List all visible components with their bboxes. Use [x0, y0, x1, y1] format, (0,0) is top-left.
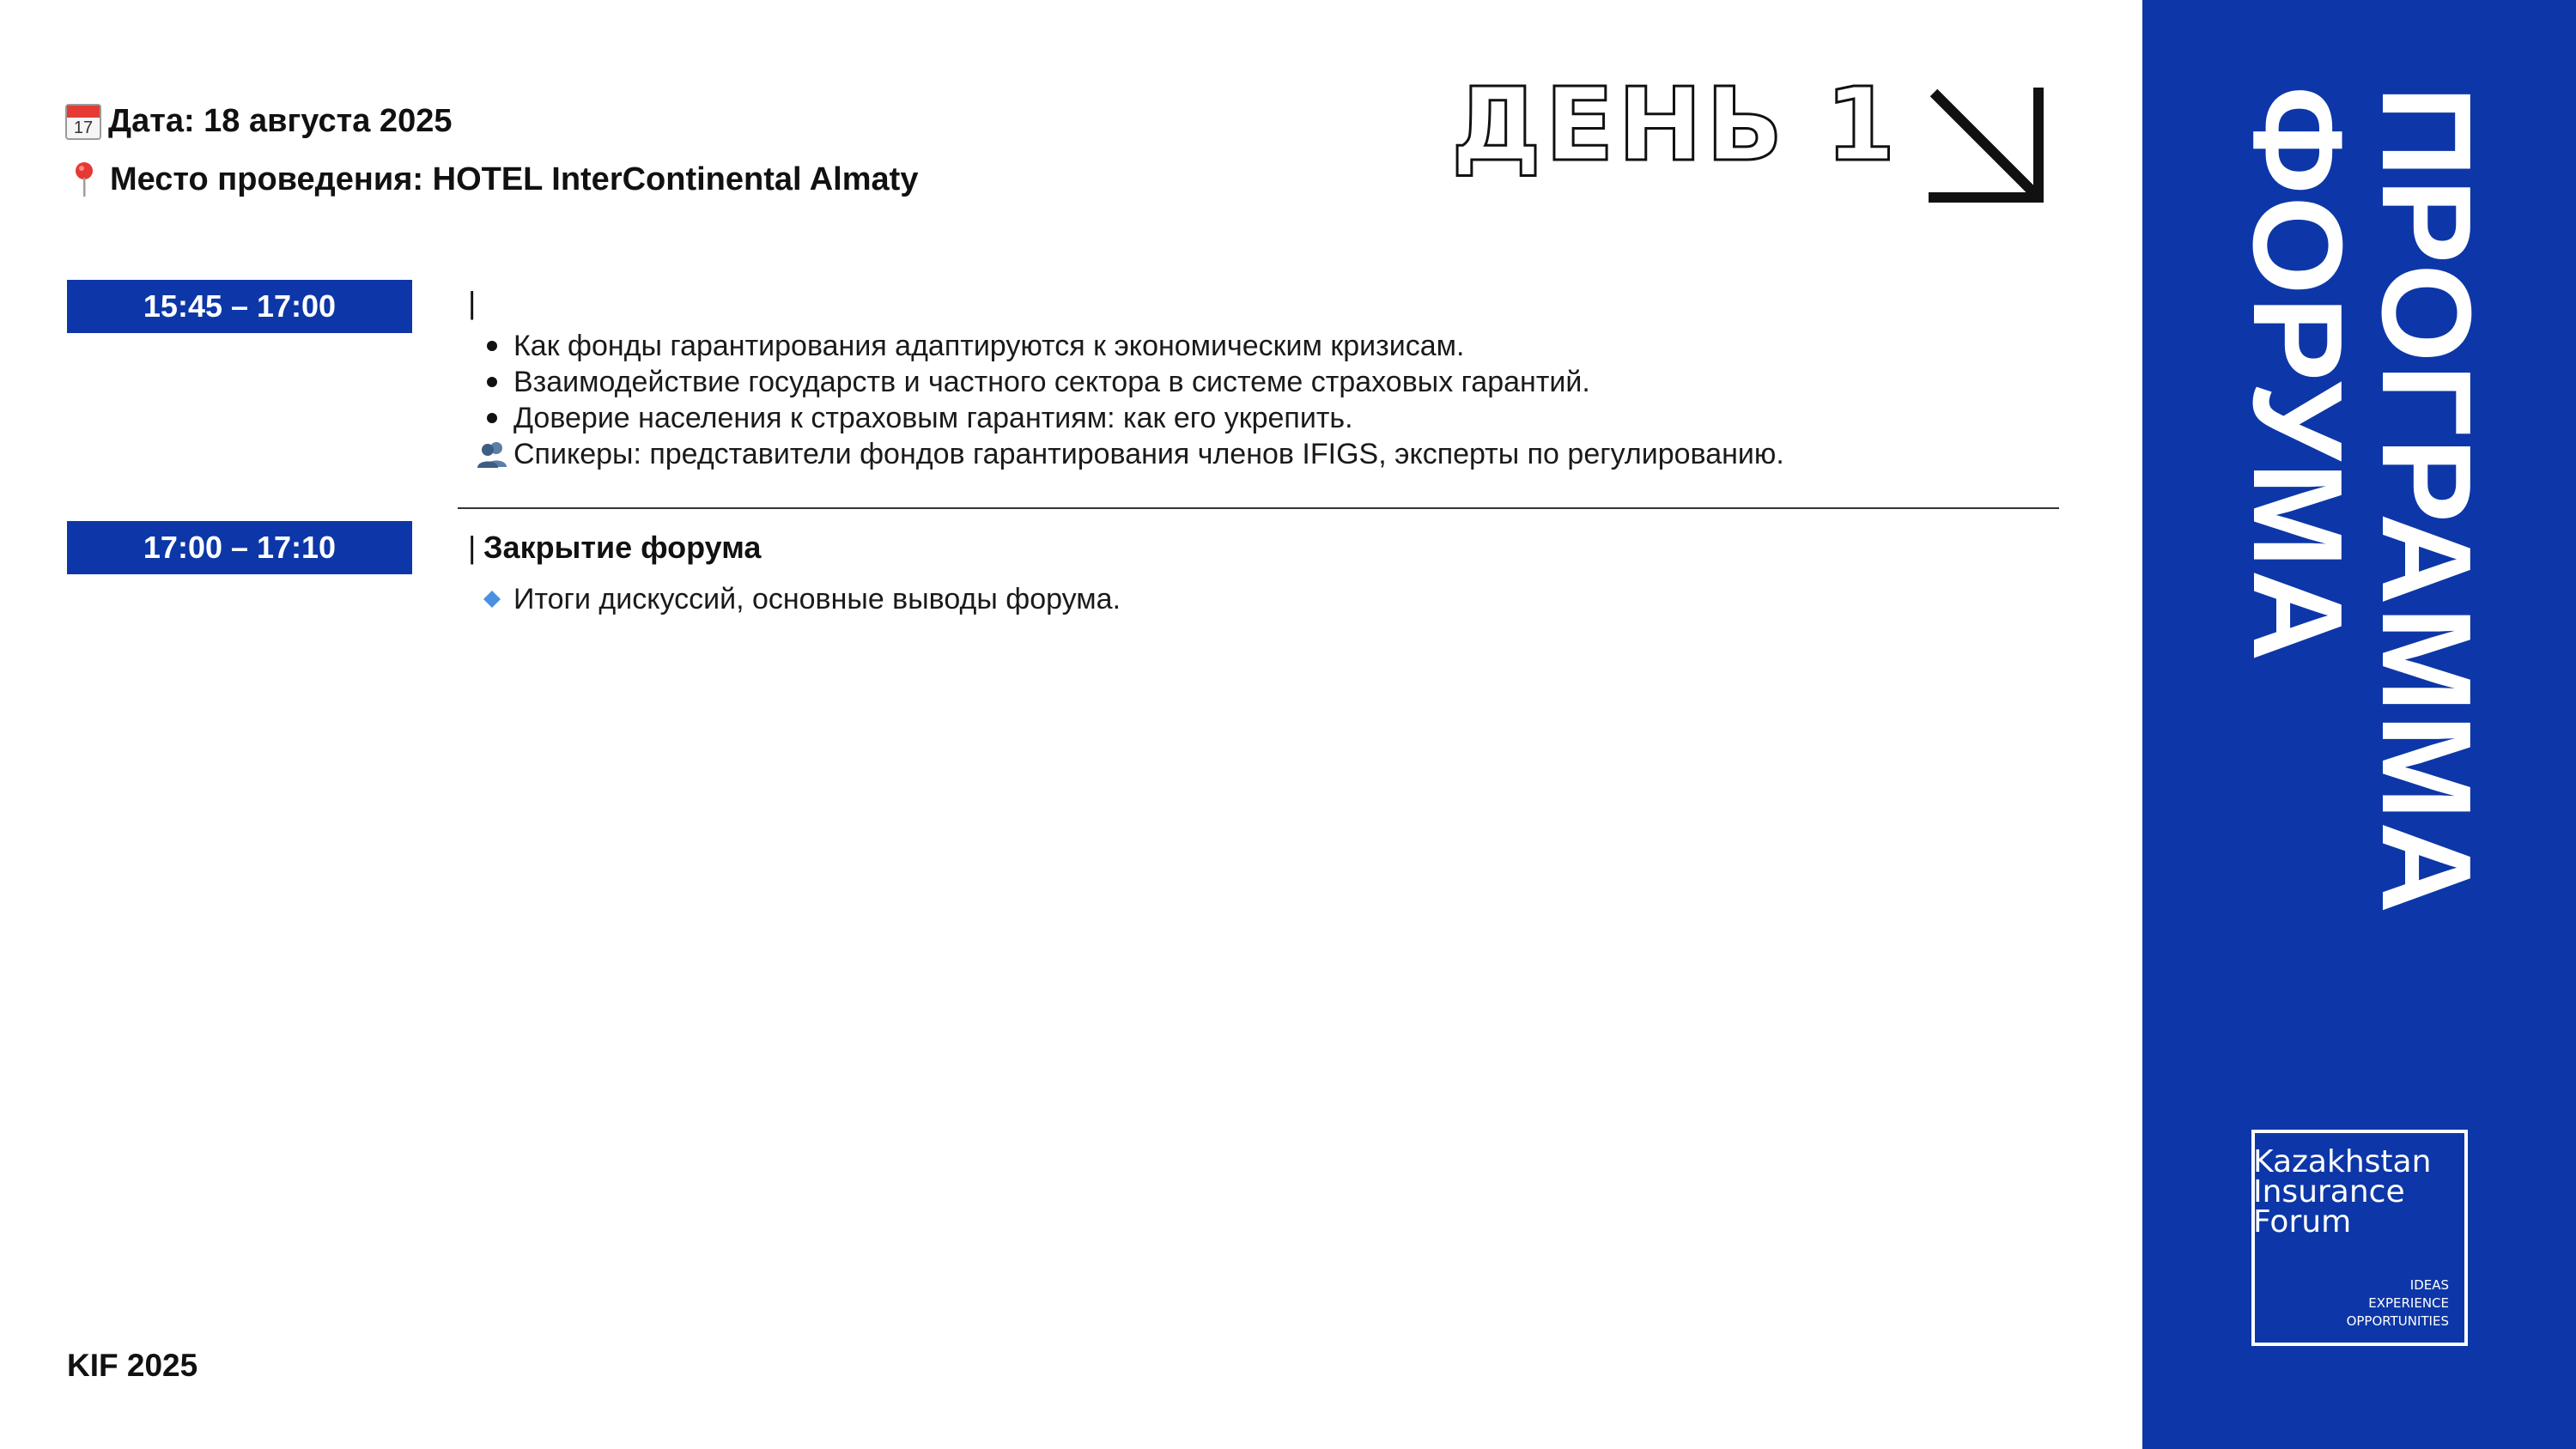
pin-icon [65, 159, 103, 200]
bullet-dot [487, 341, 497, 351]
calendar-icon: 17 [65, 104, 101, 140]
event-venue-text: Место проведения: HOTEL InterContinental Almaty [110, 161, 919, 197]
forum-logo [2251, 1130, 2468, 1346]
side-title-line1: ПРОГРАММА [2355, 86, 2497, 916]
session-items [471, 328, 1784, 472]
list-item: Взаимодействие государств и частного сектора в системе страховых гарантий. [471, 364, 1784, 400]
bullet-dot [487, 413, 497, 423]
session-time-badge: 17:00 – 17:10 [67, 521, 412, 574]
list-item: Итоги дискуссий, основные выводы форума. [471, 581, 1121, 617]
day-title: ДЕНЬ 1 [1451, 65, 1899, 184]
session-time-badge: 15:45 – 17:00 [67, 280, 412, 333]
logo-tagline: IDEAS EXPERIENCE OPPORTUNITIES [2346, 1277, 2449, 1329]
logo-name: Kazakhstan Insurance Forum [2253, 1144, 2432, 1240]
session-bar-mark: | [468, 285, 477, 320]
people-icon [476, 440, 508, 468]
diamond-icon [483, 590, 501, 609]
event-venue [65, 159, 918, 200]
session-bar-mark: | [468, 530, 477, 565]
arrow-down-right-icon [1923, 82, 2052, 211]
list-item: Доверие населения к страховым гарантиям: как его укрепить. [471, 400, 1784, 436]
event-date-text: Дата: 18 августа 2025 [108, 103, 453, 139]
divider [458, 507, 2059, 509]
side-title-line2: ФОРУМА [2227, 86, 2368, 664]
footer-label: KIF 2025 [67, 1348, 198, 1383]
bullet-dot [487, 377, 497, 387]
event-date [65, 103, 452, 140]
session-title: Закрытие форума [483, 530, 762, 565]
side-title [2227, 86, 2497, 916]
session-items [471, 581, 1121, 617]
list-item: Спикеры: представители фондов гарантирования членов IFIGS, эксперты по регулированию. [471, 436, 1784, 472]
list-item: Как фонды гарантирования адаптируются к экономическим кризисам. [471, 328, 1784, 364]
